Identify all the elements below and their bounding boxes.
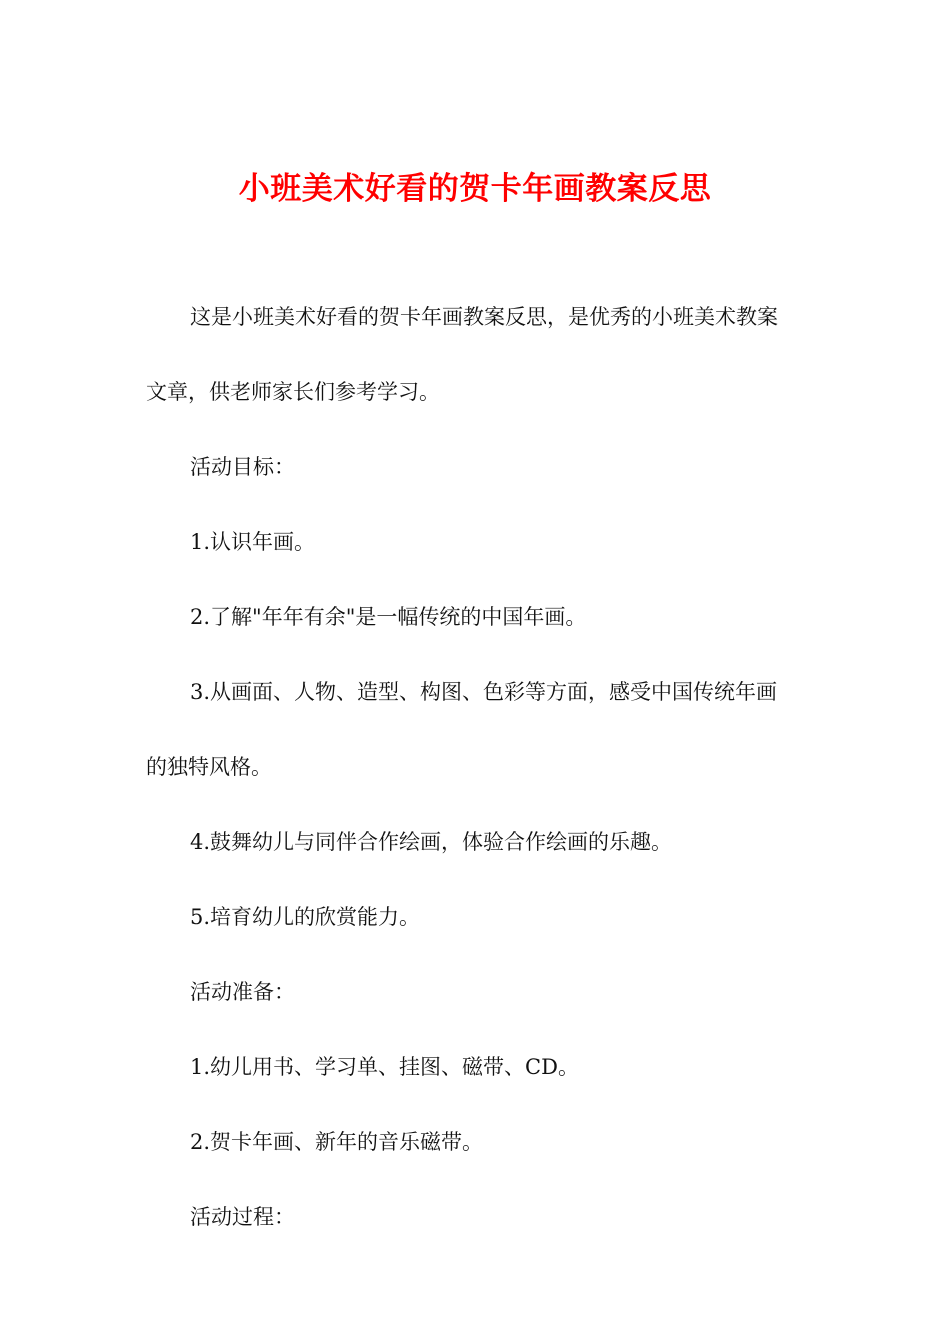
intro-paragraph: 这是小班美术好看的贺卡年画教案反思，是优秀的小班美术教案文章，供老师家长们参考学习。 [146,305,778,404]
document-title: 小班美术好看的贺卡年画教案反思 [238,170,712,207]
goal-item: 4.鼓舞幼儿与同伴合作绘画，体验合作绘画的乐趣。 [190,830,673,854]
section-heading-process: 活动过程： [190,1205,295,1229]
goal-item: 5.培育幼儿的欣赏能力。 [190,905,421,929]
goal-item: 1.认识年画。 [190,530,316,554]
preparation-item: 2.贺卡年画、新年的音乐磁带。 [190,1130,484,1154]
section-heading-goals: 活动目标： [190,455,295,479]
goal-item: 2.了解"年年有余"是一幅传统的中国年画。 [190,605,587,629]
goal-item: 3.从画面、人物、造型、构图、色彩等方面，感受中国传统年画的独特风格。 [146,680,778,779]
document-body [146,280,796,1255]
section-heading-preparation: 活动准备： [190,980,295,1004]
preparation-item: 1.幼儿用书、学习单、挂图、磁带、CD。 [190,1055,579,1079]
